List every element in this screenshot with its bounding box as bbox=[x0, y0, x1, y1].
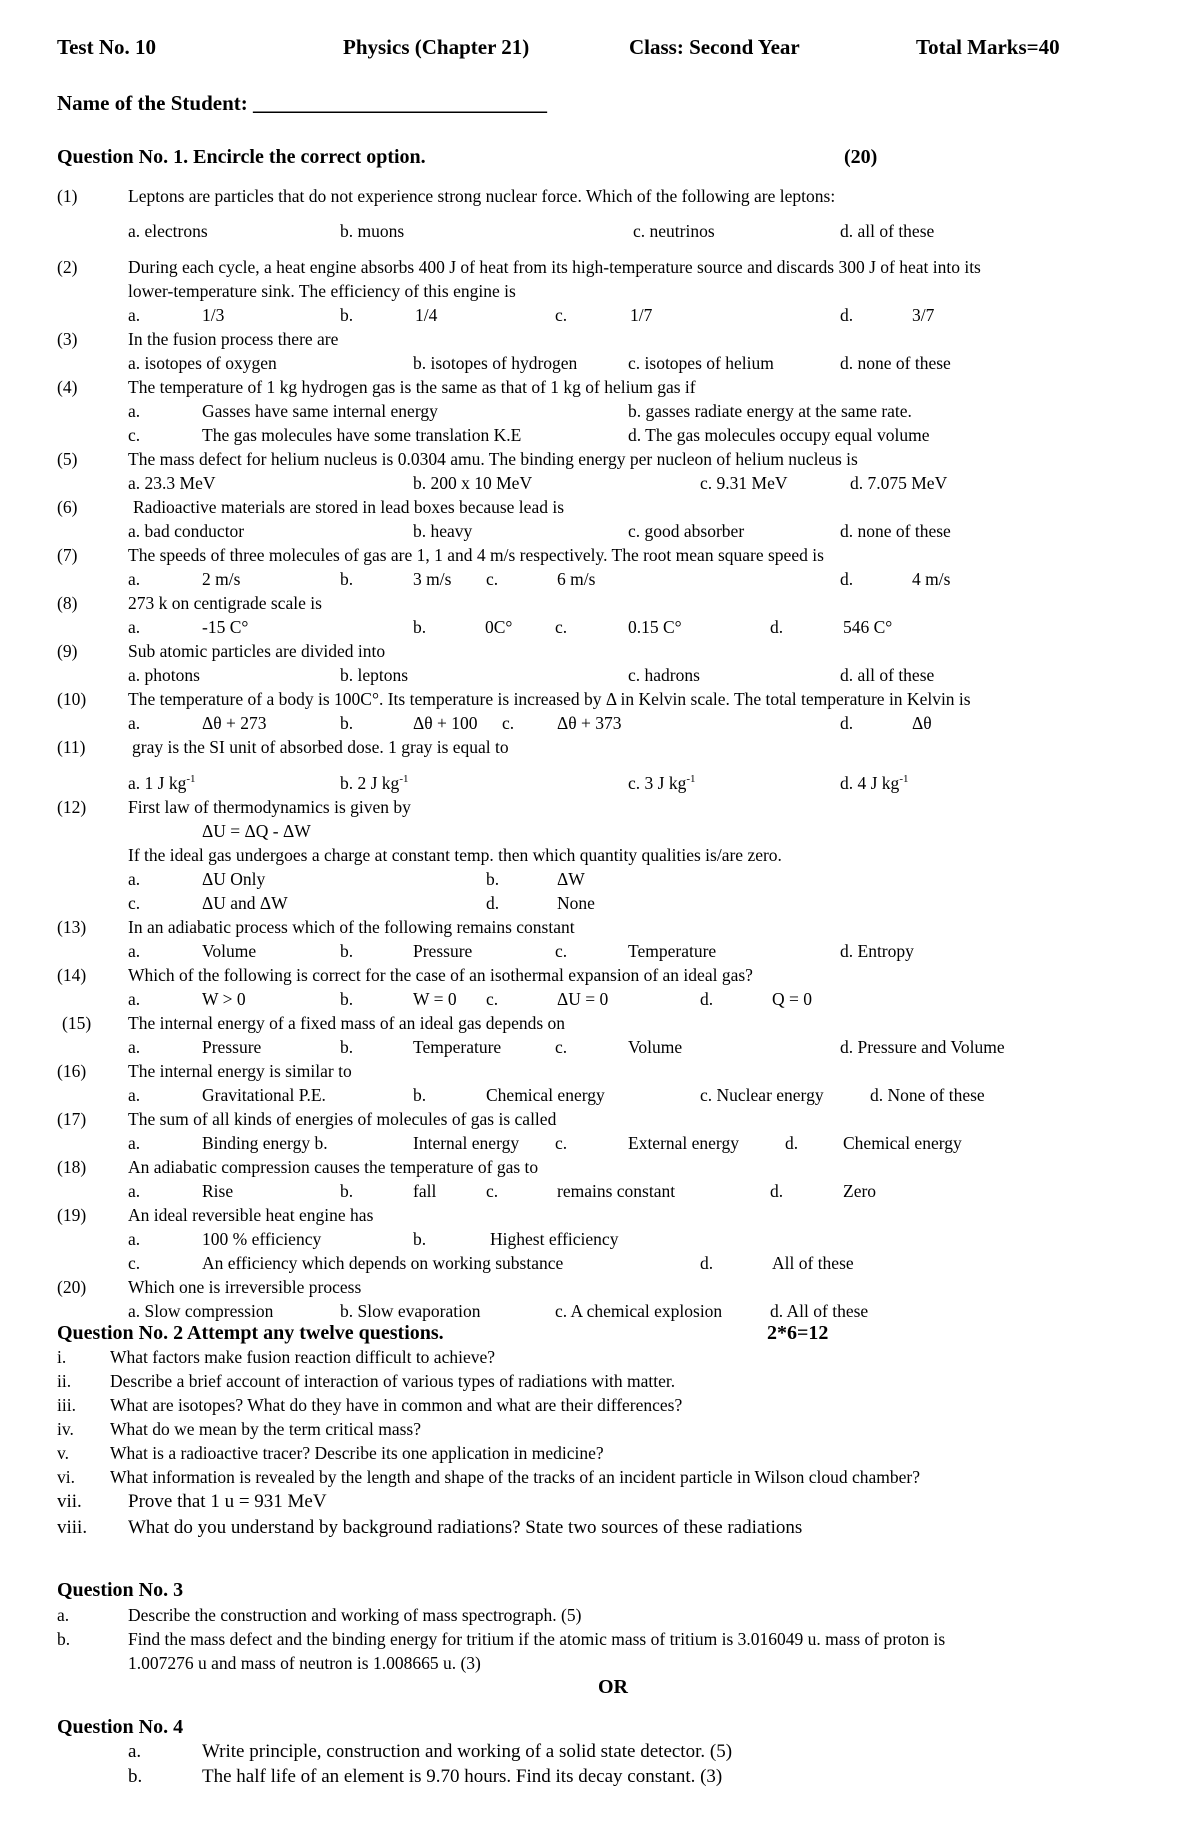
q1-17-option-d-letter: d. bbox=[785, 1133, 799, 1153]
q2-item-number: viii. bbox=[57, 1517, 88, 1538]
q1-14-option-c: ΔU = 0 bbox=[557, 989, 609, 1009]
superscript: -1 bbox=[686, 773, 696, 786]
q1-12-option-a-letter: a. bbox=[128, 869, 141, 889]
q1-19-text: An ideal reversible heat engine has bbox=[128, 1205, 374, 1225]
q1-17-text: The sum of all kinds of energies of molecules of gas is called bbox=[128, 1109, 557, 1129]
q2-item-text: Describe a brief account of interaction of various types of radiations with matter. bbox=[110, 1371, 676, 1391]
q4-part-b-letter: b. bbox=[128, 1766, 143, 1787]
q1-19-option-d-letter: d. bbox=[700, 1253, 714, 1273]
q1-18-option-d: Zero bbox=[843, 1181, 877, 1201]
q1-15-option-c-letter: c. bbox=[555, 1037, 568, 1057]
q1-1-option-c: c. neutrinos bbox=[633, 221, 715, 241]
q1-12-option-b-letter: b. bbox=[486, 869, 500, 889]
q1-14-option-c-letter: c. bbox=[486, 989, 499, 1009]
q1-16-text: The internal energy is similar to bbox=[128, 1061, 352, 1081]
q1-1-option-a: a. electrons bbox=[128, 221, 208, 241]
q1-5-option-a: a. 23.3 MeV bbox=[128, 473, 216, 493]
q1-9-option-a: a. photons bbox=[128, 665, 200, 685]
q1-13-option-b-letter: b. bbox=[340, 941, 354, 961]
q1-8-option-c: 0.15 C° bbox=[628, 617, 682, 637]
q1-12-option-c-letter: c. bbox=[128, 893, 141, 913]
q1-18-option-c: remains constant bbox=[557, 1181, 676, 1201]
q2-item-text: What is a radioactive tracer? Describe its one application in medicine? bbox=[110, 1443, 604, 1463]
q1-20-text: Which one is irreversible process bbox=[128, 1277, 362, 1297]
class-label: Class: Second Year bbox=[629, 35, 800, 59]
q1-7-number: (7) bbox=[57, 545, 78, 565]
q1-12-option-a: ΔU Only bbox=[202, 869, 266, 889]
q1-5-option-c: c. 9.31 MeV bbox=[700, 473, 788, 493]
q4-part-a: Write principle, construction and working of a solid state detector. (5) bbox=[202, 1741, 733, 1762]
q1-title: Question No. 1. Encircle the correct option. bbox=[57, 146, 426, 168]
q1-13-option-c: Temperature bbox=[628, 941, 717, 961]
q1-10-option-a: Δθ + 273 bbox=[202, 713, 267, 733]
q3-part-a: Describe the construction and working of mass spectrograph. (5) bbox=[128, 1605, 582, 1625]
q1-3-text: In the fusion process there are bbox=[128, 329, 339, 349]
q1-15-number: (15) bbox=[62, 1013, 92, 1033]
q1-8-option-d: 546 C° bbox=[843, 617, 893, 637]
q1-9-option-b: b. leptons bbox=[340, 665, 409, 685]
q1-14-option-a-letter: a. bbox=[128, 989, 141, 1009]
q1-14-option-d: Q = 0 bbox=[772, 989, 813, 1009]
q1-1-option-b: b. muons bbox=[340, 221, 405, 241]
q1-13-text: In an adiabatic process which of the following remains constant bbox=[128, 917, 575, 937]
q1-6-option-b: b. heavy bbox=[413, 521, 473, 541]
q1-9-text: Sub atomic particles are divided into bbox=[128, 641, 386, 661]
q1-18-text: An adiabatic compression causes the temperature of gas to bbox=[128, 1157, 539, 1177]
q1-19-option-c: An efficiency which depends on working substance bbox=[202, 1253, 564, 1273]
q1-8-option-a-letter: a. bbox=[128, 617, 141, 637]
q1-10-option-d-letter: d. bbox=[840, 713, 854, 733]
q2-item-number: i. bbox=[57, 1347, 67, 1367]
q1-9-option-c: c. hadrons bbox=[628, 665, 700, 685]
q1-14-text: Which of the following is correct for the case of an isothermal expansion of an ideal gas? bbox=[128, 965, 753, 985]
q2-marks: 2*6=12 bbox=[767, 1322, 829, 1344]
q2-item-number: iv. bbox=[57, 1419, 74, 1439]
q1-13-option-b: Pressure bbox=[413, 941, 473, 961]
q1-12-option-d-letter: d. bbox=[486, 893, 500, 913]
q1-6-option-d: d. none of these bbox=[840, 521, 951, 541]
q1-18-option-a: Rise bbox=[202, 1181, 234, 1201]
q1-6-number: (6) bbox=[57, 497, 78, 517]
q1-19-option-d: All of these bbox=[772, 1253, 854, 1273]
q1-2-option-d-letter: d. bbox=[840, 305, 854, 325]
q1-5-text: The mass defect for helium nucleus is 0.0304 amu. The binding energy per nucleon of helium nucleus is bbox=[128, 449, 858, 469]
q1-14-option-b: W = 0 bbox=[413, 989, 457, 1009]
q1-11-option-a: a. 1 J $kg^{-1}$ bbox=[128, 773, 196, 793]
q1-2-text-line2: lower-temperature sink. The efficiency of this engine is bbox=[128, 281, 516, 301]
q1-4-option-a-letter: a. bbox=[128, 401, 141, 421]
q2-item-text: What do you understand by background radiations? State two sources of these radiations bbox=[128, 1517, 803, 1538]
q1-14-option-b-letter: b. bbox=[340, 989, 354, 1009]
q1-12-option-d: None bbox=[557, 893, 595, 913]
q1-13-option-a: Volume bbox=[202, 941, 257, 961]
q1-3-option-d: d. none of these bbox=[840, 353, 951, 373]
q1-14-number: (14) bbox=[57, 965, 87, 985]
q1-19-option-c-letter: c. bbox=[128, 1253, 141, 1273]
q1-15-option-d: d. Pressure and Volume bbox=[840, 1037, 1005, 1057]
q1-16-option-b: Chemical energy bbox=[486, 1085, 605, 1105]
q1-16-option-a: Gravitational P.E. bbox=[202, 1085, 326, 1105]
q1-19-option-b: Highest efficiency bbox=[490, 1229, 619, 1249]
q1-15-text: The internal energy of a fixed mass of an ideal gas depends on bbox=[128, 1013, 566, 1033]
q2-item-text: What factors make fusion reaction difficult to achieve? bbox=[110, 1347, 495, 1367]
q1-18-option-a-letter: a. bbox=[128, 1181, 141, 1201]
q1-6-text: Radioactive materials are stored in lead boxes because lead is bbox=[133, 497, 565, 517]
q1-20-option-b: b. Slow evaporation bbox=[340, 1301, 481, 1321]
q1-2-option-c: 1/7 bbox=[630, 305, 653, 325]
q1-6-option-c: c. good absorber bbox=[628, 521, 745, 541]
q1-4-option-d: d. The gas molecules occupy equal volume bbox=[628, 425, 930, 445]
q1-16-option-d: d. None of these bbox=[870, 1085, 985, 1105]
q1-17-option-a: Binding energy b. bbox=[202, 1133, 328, 1153]
q1-2-number: (2) bbox=[57, 257, 78, 277]
q1-2-text: During each cycle, a heat engine absorbs 400 J of heat from its high-temperature source and discards 300 J of heat into its bbox=[128, 257, 981, 277]
q1-3-option-c: c. isotopes of helium bbox=[628, 353, 774, 373]
q1-13-number: (13) bbox=[57, 917, 87, 937]
q1-15-option-c: Volume bbox=[628, 1037, 683, 1057]
total-marks: Total Marks=40 bbox=[916, 35, 1060, 59]
q4-part-a-letter: a. bbox=[128, 1741, 142, 1762]
subject: Physics (Chapter 21) bbox=[343, 35, 530, 59]
q2-item-text: Prove that 1 u = 931 MeV bbox=[128, 1491, 327, 1512]
q1-10-text: The temperature of a body is 100C°. Its temperature is increased by Δ in Kelvin scale. The total temperature in Kelvin is bbox=[128, 689, 971, 709]
q3-part-b-line2: 1.007276 u and mass of neutron is 1.008665 u. (3) bbox=[128, 1653, 481, 1673]
q1-12-text: First law of thermodynamics is given by bbox=[128, 797, 411, 817]
q1-2-option-a-letter: a. bbox=[128, 305, 141, 325]
q1-17-option-d: Chemical energy bbox=[843, 1133, 962, 1153]
student-name-field[interactable]: Name of the Student: ____________________________ bbox=[57, 91, 547, 115]
q1-10-option-c: Δθ + 373 bbox=[557, 713, 622, 733]
q2-title: Question No. 2 Attempt any twelve questions. bbox=[57, 1322, 444, 1344]
q1-19-option-a-letter: a. bbox=[128, 1229, 141, 1249]
q1-5-option-d: d. 7.075 MeV bbox=[850, 473, 948, 493]
q1-7-option-b-letter: b. bbox=[340, 569, 354, 589]
q1-14-option-a: W > 0 bbox=[202, 989, 246, 1009]
q3-title: Question No. 3 bbox=[57, 1579, 184, 1601]
q1-marks: (20) bbox=[844, 146, 878, 168]
q2-item-text: What information is revealed by the length and shape of the tracks of an incident particle in Wilson cloud chamber? bbox=[110, 1467, 921, 1487]
q1-13-option-c-letter: c. bbox=[555, 941, 568, 961]
q1-2-option-a: 1/3 bbox=[202, 305, 225, 325]
q1-8-option-b-letter: b. bbox=[413, 617, 427, 637]
q2-item-number: ii. bbox=[57, 1371, 72, 1391]
q1-7-option-a-letter: a. bbox=[128, 569, 141, 589]
q1-4-option-a: Gasses have same internal energy bbox=[202, 401, 438, 421]
q1-19-option-a: 100 % efficiency bbox=[202, 1229, 322, 1249]
q1-11-option-d: d. 4 J $kg^{-1}$ bbox=[840, 773, 909, 793]
q1-7-option-c-letter: c. bbox=[486, 569, 499, 589]
q1-5-option-b: b. 200 x 10 MeV bbox=[413, 473, 533, 493]
q1-4-number: (4) bbox=[57, 377, 78, 397]
q1-18-option-c-letter: c. bbox=[486, 1181, 499, 1201]
q1-10-option-a-letter: a. bbox=[128, 713, 141, 733]
q1-19-number: (19) bbox=[57, 1205, 87, 1225]
q1-2-option-c-letter: c. bbox=[555, 305, 568, 325]
q1-11-option-c: c. 3 J $kg^{-1}$ bbox=[628, 773, 696, 793]
q1-1-option-d: d. all of these bbox=[840, 221, 935, 241]
q4-title: Question No. 4 bbox=[57, 1716, 184, 1738]
q1-7-option-d: 4 m/s bbox=[912, 569, 951, 589]
superscript: -1 bbox=[186, 773, 196, 786]
q1-10-option-b: Δθ + 100 bbox=[413, 713, 478, 733]
q1-16-option-b-letter: b. bbox=[413, 1085, 427, 1105]
q1-7-option-a: 2 m/s bbox=[202, 569, 241, 589]
q1-1-number: (1) bbox=[57, 186, 78, 206]
q1-3-option-a: a. isotopes of oxygen bbox=[128, 353, 277, 373]
test-number: Test No. 10 bbox=[57, 35, 156, 59]
q1-8-option-d-letter: d. bbox=[770, 617, 784, 637]
q1-10-option-c-letter: c. bbox=[502, 713, 515, 733]
q1-11-number: (11) bbox=[57, 737, 86, 757]
q2-item-number: vii. bbox=[57, 1491, 82, 1512]
q1-13-option-d: d. Entropy bbox=[840, 941, 914, 961]
q1-7-text: The speeds of three molecules of gas are 1, 1 and 4 m/s respectively. The root mean square speed is bbox=[128, 545, 824, 565]
q1-2-option-b: 1/4 bbox=[415, 305, 438, 325]
q1-12-text-line2: If the ideal gas undergoes a charge at constant temp. then which quantity qualities is/are zero. bbox=[128, 845, 782, 865]
q1-7-option-b: 3 m/s bbox=[413, 569, 452, 589]
q1-16-option-a-letter: a. bbox=[128, 1085, 141, 1105]
q1-1-text: Leptons are particles that do not experience strong nuclear force. Which of the following are leptons: bbox=[128, 186, 836, 206]
q1-16-option-c: c. Nuclear energy bbox=[700, 1085, 824, 1105]
q1-8-option-c-letter: c. bbox=[555, 617, 568, 637]
q1-14-option-d-letter: d. bbox=[700, 989, 714, 1009]
q1-15-option-b-letter: b. bbox=[340, 1037, 354, 1057]
q1-20-option-a: a. Slow compression bbox=[128, 1301, 274, 1321]
q1-13-option-a-letter: a. bbox=[128, 941, 141, 961]
q1-5-number: (5) bbox=[57, 449, 78, 469]
q1-2-option-b-letter: b. bbox=[340, 305, 354, 325]
q1-6-option-a: a. bad conductor bbox=[128, 521, 245, 541]
q1-17-number: (17) bbox=[57, 1109, 87, 1129]
q4-part-b: The half life of an element is 9.70 hours. Find its decay constant. (3) bbox=[202, 1766, 723, 1787]
q1-15-option-a: Pressure bbox=[202, 1037, 262, 1057]
q1-12-option-b: ΔW bbox=[557, 869, 585, 889]
q1-17-option-b: Internal energy bbox=[413, 1133, 520, 1153]
q1-18-option-d-letter: d. bbox=[770, 1181, 784, 1201]
superscript: -1 bbox=[899, 773, 909, 786]
or-divider: OR bbox=[598, 1676, 628, 1698]
q1-12-number: (12) bbox=[57, 797, 87, 817]
q1-18-option-b: fall bbox=[413, 1181, 437, 1201]
q3-part-b: Find the mass defect and the binding energy for tritium if the atomic mass of tritium is 3.016049 u. mass of proton is bbox=[128, 1629, 946, 1649]
q1-8-option-b: 0C° bbox=[485, 617, 513, 637]
q1-11-text: gray is the SI unit of absorbed dose. 1 gray is equal to bbox=[132, 737, 509, 757]
q1-4-option-c: The gas molecules have some translation K.E bbox=[202, 425, 522, 445]
q1-17-option-c-letter: c. bbox=[555, 1133, 568, 1153]
q1-19-option-b-letter: b. bbox=[413, 1229, 427, 1249]
q1-8-number: (8) bbox=[57, 593, 78, 613]
q1-2-option-d: 3/7 bbox=[912, 305, 935, 325]
q2-item-number: vi. bbox=[57, 1467, 75, 1487]
q1-7-option-d-letter: d. bbox=[840, 569, 854, 589]
q1-4-option-c-letter: c. bbox=[128, 425, 141, 445]
q1-15-option-a-letter: a. bbox=[128, 1037, 141, 1057]
q1-20-option-c: c. A chemical explosion bbox=[555, 1301, 723, 1321]
q1-20-number: (20) bbox=[57, 1277, 87, 1297]
q1-7-option-c: 6 m/s bbox=[557, 569, 596, 589]
q1-17-option-a-letter: a. bbox=[128, 1133, 141, 1153]
q1-8-text: 273 k on centigrade scale is bbox=[128, 593, 322, 613]
q1-9-number: (9) bbox=[57, 641, 78, 661]
q1-11-option-b: b. 2 J $kg^{-1}$ bbox=[340, 773, 409, 793]
q1-18-number: (18) bbox=[57, 1157, 87, 1177]
q1-16-number: (16) bbox=[57, 1061, 87, 1081]
q1-10-number: (10) bbox=[57, 689, 87, 709]
q1-9-option-d: d. all of these bbox=[840, 665, 935, 685]
q1-3-number: (3) bbox=[57, 329, 78, 349]
q1-20-option-d: d. All of these bbox=[770, 1301, 869, 1321]
q3-part-b-letter: b. bbox=[57, 1629, 71, 1649]
q1-3-option-b: b. isotopes of hydrogen bbox=[413, 353, 578, 373]
q1-15-option-b: Temperature bbox=[413, 1037, 502, 1057]
q1-12-option-c: ΔU and ΔW bbox=[202, 893, 288, 913]
q1-4-text: The temperature of 1 kg hydrogen gas is the same as that of 1 kg of helium gas if bbox=[128, 377, 696, 397]
q2-item-number: iii. bbox=[57, 1395, 76, 1415]
q1-8-option-a: -15 C° bbox=[202, 617, 249, 637]
superscript: -1 bbox=[399, 773, 409, 786]
q1-10-option-b-letter: b. bbox=[340, 713, 354, 733]
q1-17-option-c: External energy bbox=[628, 1133, 739, 1153]
q2-item-text: What do we mean by the term critical mass? bbox=[110, 1419, 421, 1439]
q1-4-option-b: b. gasses radiate energy at the same rate. bbox=[628, 401, 912, 421]
q1-12-formula: ΔU = ΔQ - ΔW bbox=[202, 821, 311, 841]
q1-10-option-d: Δθ bbox=[912, 713, 932, 733]
q2-item-text: What are isotopes? What do they have in common and what are their differences? bbox=[110, 1395, 683, 1415]
q2-item-number: v. bbox=[57, 1443, 69, 1463]
q3-part-a-letter: a. bbox=[57, 1605, 70, 1625]
q1-18-option-b-letter: b. bbox=[340, 1181, 354, 1201]
